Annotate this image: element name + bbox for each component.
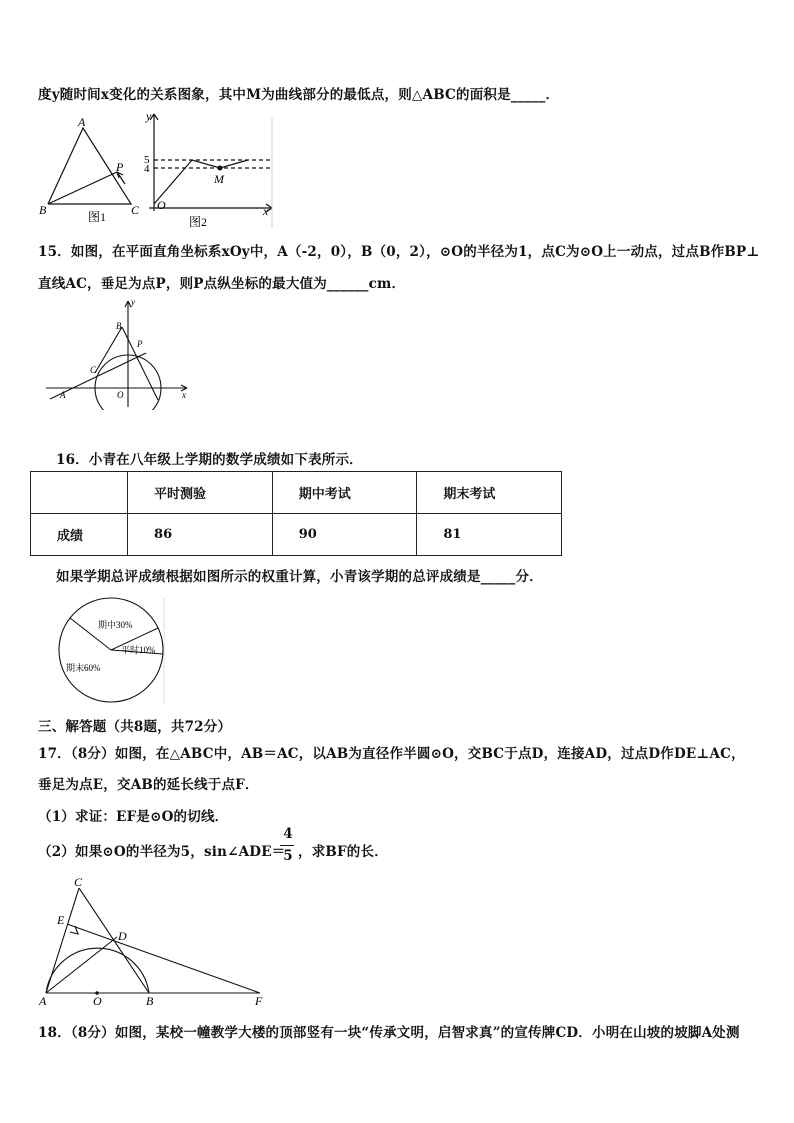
label-d: D	[118, 929, 127, 943]
q17-part2-a: （2）如果⊙O的半径为5，sin∠ADE＝	[38, 844, 286, 860]
segment-ad	[46, 937, 117, 993]
label-f: F	[255, 994, 263, 1006]
label-e: E	[57, 913, 65, 927]
pie-label-usual: 平时10%	[121, 645, 156, 655]
table-header-row	[31, 472, 562, 514]
label-b: B	[116, 321, 122, 331]
point-m	[218, 166, 223, 171]
q17-text-line2: 垂足为点E，交AB的延长线于点F．	[38, 777, 259, 793]
q17-part1: （1）求证：EF是⊙O的切线．	[38, 809, 229, 825]
figure-14	[36, 108, 286, 233]
label-o: O	[93, 994, 102, 1006]
pie-label-mid: 期中30%	[98, 620, 133, 630]
q16-text-2: 如果学期总评成绩根据如图所示的权重计算，小青该学期的总评成绩是_____分．	[56, 569, 543, 585]
tick-5: 5	[144, 154, 150, 166]
figure-15	[40, 295, 195, 410]
q16-text: 16．小青在八年级上学期的数学成绩如下表所示．	[56, 452, 363, 468]
table-row	[31, 514, 562, 556]
table-header: 期中考试	[272, 472, 417, 514]
label-c: C	[74, 875, 83, 889]
label-p: P	[137, 339, 143, 349]
label-m: M	[214, 172, 224, 186]
table-cell: 90	[272, 514, 417, 556]
label-x: x	[182, 390, 186, 400]
label-y: y	[131, 297, 135, 307]
segment-bp	[48, 172, 117, 204]
table-header: 期末考试	[417, 472, 562, 514]
q18-text: 18．（8分）如图，某校一幢教学大楼的顶部竖有一块“传承文明，启智求真”的宣传牌CD．小明在山坡的坡脚A处测	[38, 1025, 740, 1041]
tick-4: 4	[144, 163, 150, 175]
q17-text-line1: 17．（8分）如图，在△ABC中，AB＝AC，以AB为直径作半圆⊙O，交BC于点D，连接AD，过点D作DE⊥AC，	[38, 746, 745, 762]
label-p: P	[116, 160, 124, 174]
table-header	[31, 472, 128, 514]
label-b: B	[146, 994, 154, 1006]
q17-part2-b: ，求BF的长．	[298, 844, 388, 860]
table-cell: 81	[417, 514, 562, 556]
label-b: B	[39, 203, 47, 217]
label-c: C	[131, 203, 140, 217]
graph-curve	[154, 160, 248, 204]
pie-figure	[56, 596, 166, 706]
table-header: 平时测验	[128, 472, 273, 514]
line-bp	[122, 327, 158, 400]
q14-tail-text: 度y随时间x变化的关系图象，其中M为曲线部分的最低点，则△ABC的面积是_____．	[38, 87, 560, 103]
label-a: A	[78, 115, 86, 129]
label-x: x	[263, 204, 269, 218]
label-y: y	[146, 109, 152, 123]
pie-label-final: 期末60%	[66, 663, 101, 673]
row-label: 成绩	[31, 514, 128, 556]
fraction-bar	[280, 845, 294, 846]
segment-ef	[67, 924, 260, 993]
caption-1: 图1	[88, 210, 107, 224]
score-table	[30, 471, 562, 556]
label-o: O	[117, 390, 124, 400]
label-a: A	[39, 994, 47, 1006]
q15-text-line1: 15．如图，在平面直角坐标系xOy中，A（-2，0），B（0，2），⊙O的半径为1，点C为⊙O上一动点，过点B作BP⊥	[38, 244, 760, 260]
table-cell: 86	[128, 514, 273, 556]
fraction-denominator: 5	[283, 848, 293, 864]
caption-2: 图2	[189, 215, 208, 229]
figure-17	[36, 874, 271, 1006]
label-c: C	[90, 365, 97, 375]
section-3-title: 三、解答题（共8题，共72分）	[38, 719, 232, 735]
label-o: O	[157, 198, 166, 212]
fraction-numerator: 4	[283, 826, 293, 842]
label-a: A	[60, 390, 66, 400]
q15-text-line2: 直线AC，垂足为点P，则P点纵坐标的最大值为______cm．	[38, 276, 406, 292]
